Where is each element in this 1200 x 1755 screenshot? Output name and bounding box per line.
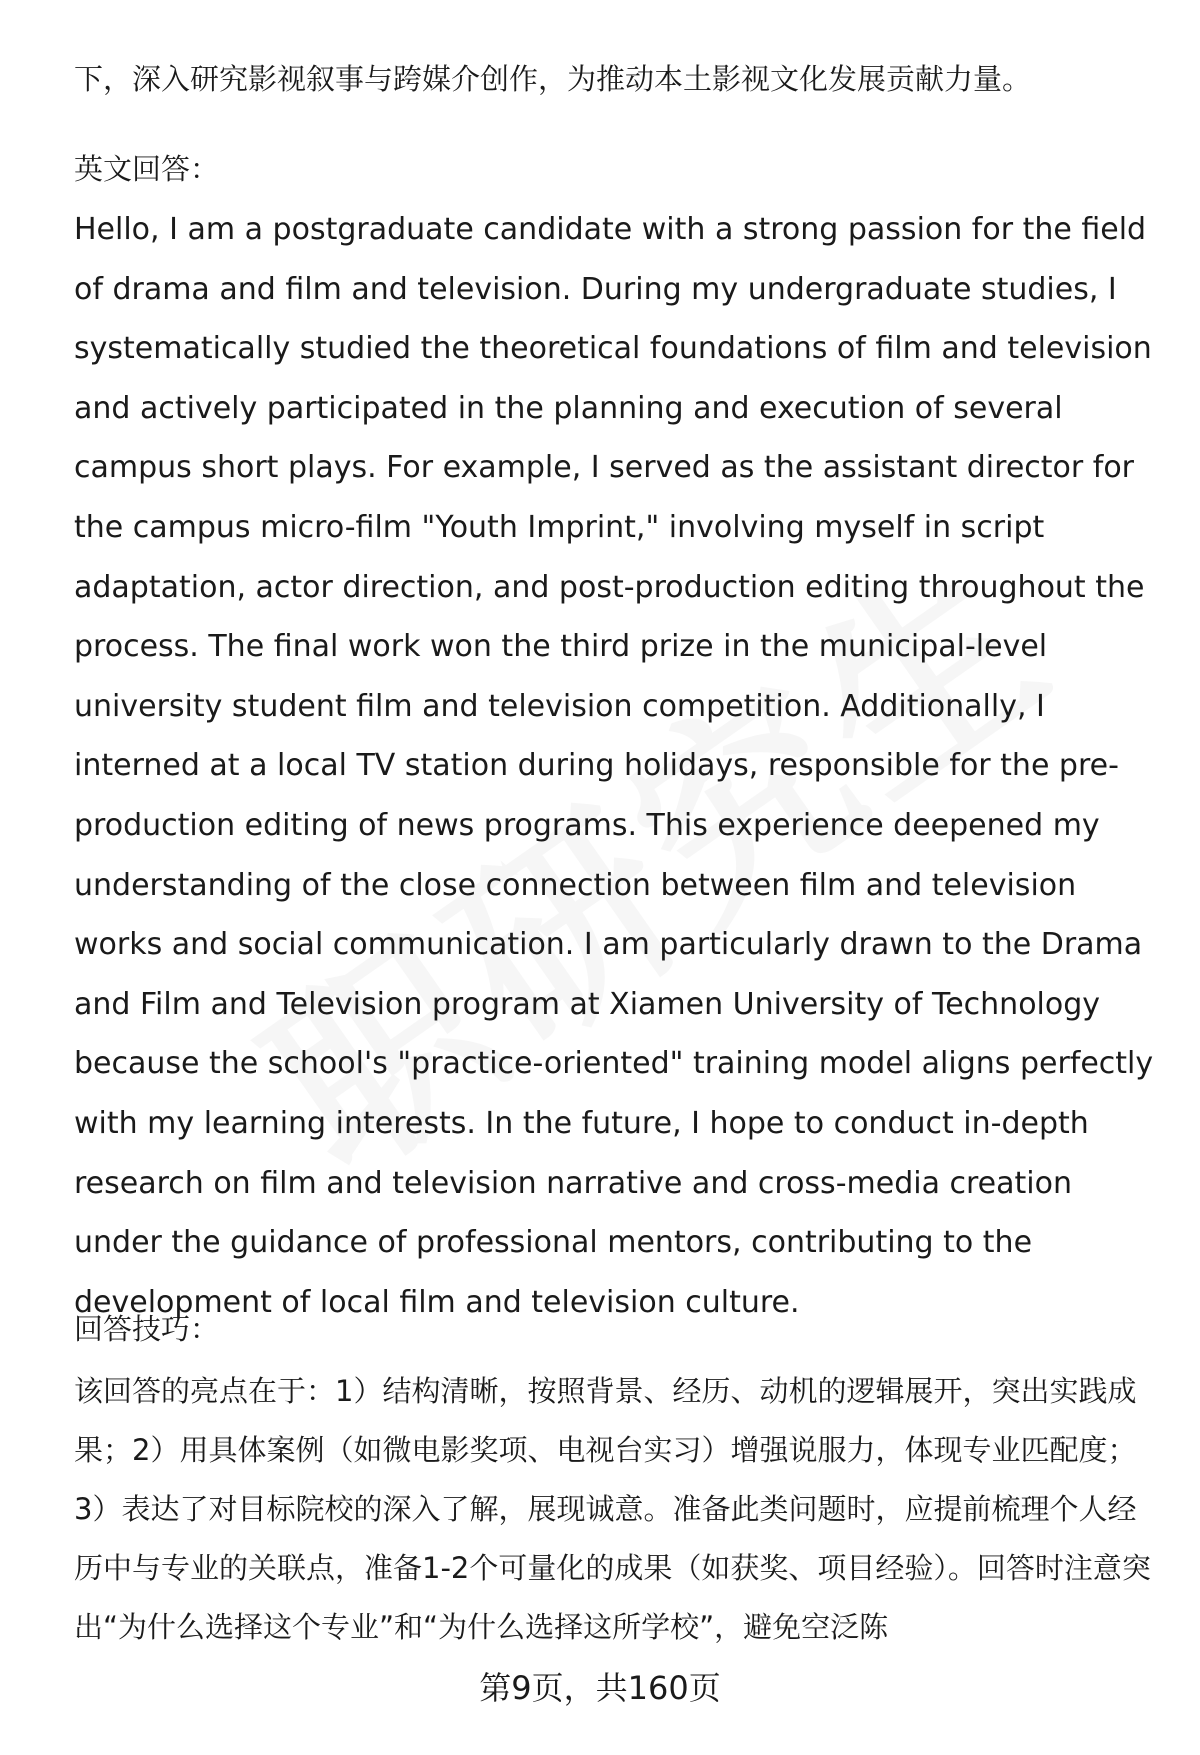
english-answer-heading: 英文回答： xyxy=(74,152,220,186)
page-number-footer: 第9页，共160页 xyxy=(479,1669,721,1707)
continued-paragraph-line: 下，深入研究影视叙事与跨媒介创作，为推动本土影视文化发展贡献力量。 xyxy=(74,62,1032,96)
english-answer-text: Hello, I am a postgraduate candidate with a strong passion for the field of drama and film and television. During my undergraduate studies, I systematically studied the theoretical foundations of film and television and actively participated in the planning and execution of several campus short plays. For example, I served as the assistant director for the campus micro-film "Youth Imprint," involving myself in script adaptation, actor direction, and post-production editing throughout the process. The final work won the third prize in the municipal-level university student film and television competition. Additionally, I interned at a local TV station during holidays, responsible for the pre-production editing of news programs. This experience deepened my understanding of the close connection between film and television works and social communication. I am particularly drawn to the Drama and Film and Television program at Xiamen University of Technology because the school's "practice-oriented" training model aligns perfectly with my learning interests. In the future, I hope to conduct in-depth research on film and television narrative and cross-media creation under the guidance of professional mentors, contributing to the development of local film and television culture. xyxy=(74,212,1154,1320)
answer-tips-heading: 回答技巧： xyxy=(74,1312,220,1346)
answer-tips-text: 该回答的亮点在于：1）结构清晰，按照背景、经历、动机的逻辑展开，突出实践成果；2）用具体案例（如微电影奖项、电视台实习）增强说服力，体现专业匹配度；3）表达了对目标院校的深入了解，展现诚意。准备此类问题时，应提前梳理个人经历中与专业的关联点，准备1-2个可量化的成果（如获奖、项目经验）。回答时注意突出“为什么选择这个专业”和“为什么选择这所学校”，避免空泛陈 xyxy=(74,1374,1151,1644)
